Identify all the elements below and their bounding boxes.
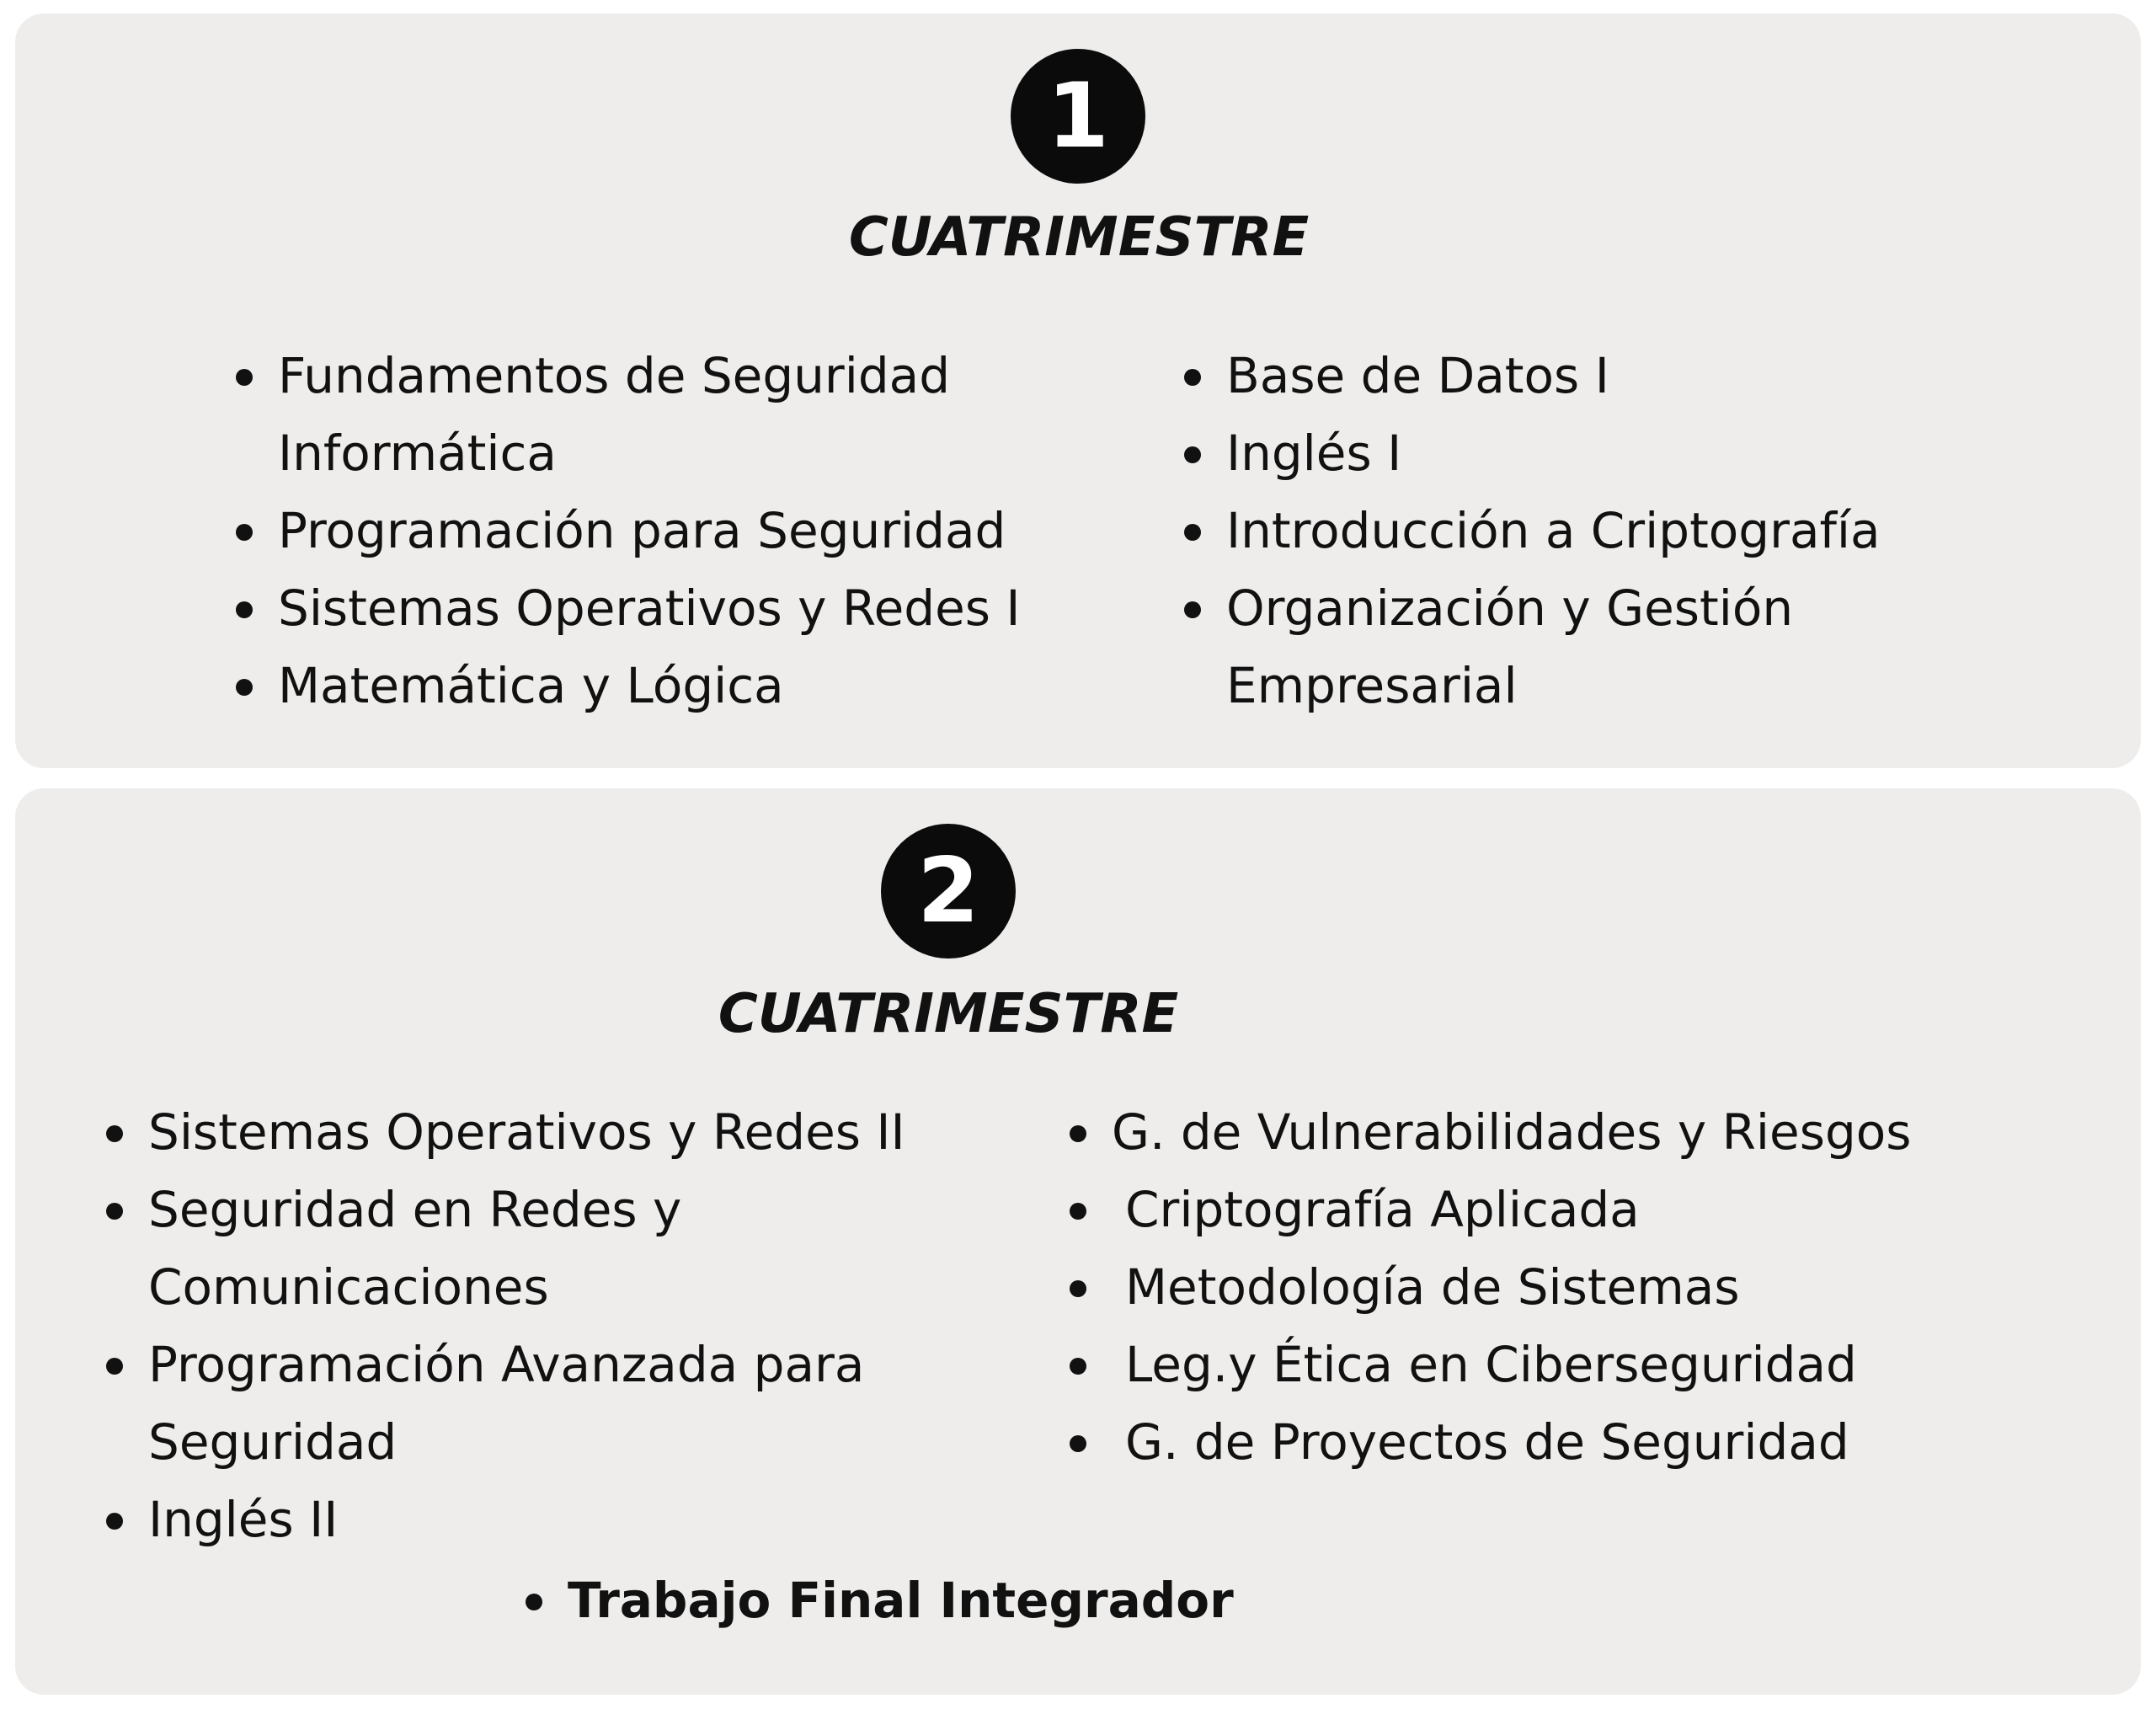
subject-item xyxy=(106,1481,905,1558)
subject-item xyxy=(236,337,1021,492)
semester-number-badge xyxy=(881,824,1016,959)
subject-label: Matemática y Lógica xyxy=(278,657,784,714)
subject-list-right xyxy=(1070,1093,1911,1481)
subject-label: Base de Datos I xyxy=(1226,347,1609,404)
subject-item xyxy=(236,647,1021,724)
subject-label: Sistemas Operativos y Redes I xyxy=(278,579,1021,637)
subject-item xyxy=(1184,492,1881,569)
subject-label: Introducción a Criptografía xyxy=(1226,502,1881,559)
final-project-label: Trabajo Final Integrador xyxy=(568,1572,1234,1629)
subject-item xyxy=(236,569,1021,647)
subject-label: Inglés I xyxy=(1226,425,1402,482)
subject-label-continued: Informática xyxy=(278,425,557,482)
subject-label: Programación para Seguridad xyxy=(278,502,1006,559)
subject-list-right xyxy=(1184,337,1881,724)
semester-number: 2 xyxy=(917,839,979,943)
subject-label: Fundamentos de Seguridad xyxy=(278,347,951,404)
subject-label: Programación Avanzada para xyxy=(148,1336,865,1393)
subject-item xyxy=(106,1326,905,1481)
subject-label-continued: Comunicaciones xyxy=(148,1258,549,1316)
semester-2-card xyxy=(15,788,2141,1695)
subject-label: Organización y Gestión xyxy=(1226,579,1794,637)
subject-label: Sistemas Operativos y Redes II xyxy=(148,1103,905,1161)
subject-item xyxy=(1070,1403,1911,1481)
semester-1-card xyxy=(15,13,2141,768)
subject-item xyxy=(1184,569,1881,724)
subject-item xyxy=(1070,1171,1911,1248)
subject-item xyxy=(1184,414,1881,492)
subject-label: G. de Vulnerabilidades y Riesgos xyxy=(1112,1103,1912,1161)
semester-number: 1 xyxy=(1047,64,1109,168)
semester-heading: CUATRIMESTRE xyxy=(848,206,1310,269)
subject-list-left xyxy=(236,337,1021,724)
semester-heading: CUATRIMESTRE xyxy=(718,983,1179,1045)
subject-label: Leg.y Ética en Ciberseguridad xyxy=(1125,1336,1857,1393)
subject-item xyxy=(1070,1326,1911,1403)
subject-item xyxy=(1070,1093,1911,1171)
subject-item xyxy=(1070,1248,1911,1326)
subject-item xyxy=(106,1093,905,1171)
subject-item xyxy=(236,492,1021,569)
subject-label: G. de Proyectos de Seguridad xyxy=(1125,1413,1849,1471)
subject-label-continued: Seguridad xyxy=(148,1413,398,1471)
subject-item xyxy=(1184,337,1881,414)
subject-label: Metodología de Sistemas xyxy=(1125,1258,1740,1316)
subject-item xyxy=(106,1171,905,1326)
semester-number-badge xyxy=(1011,49,1145,184)
subject-label-continued: Empresarial xyxy=(1226,657,1518,714)
subject-label: Seguridad en Redes y xyxy=(148,1181,682,1238)
subject-label: Criptografía Aplicada xyxy=(1125,1181,1640,1238)
subject-label: Inglés II xyxy=(148,1491,339,1548)
subject-list-left xyxy=(106,1093,905,1558)
final-project-item xyxy=(526,1562,1234,1639)
